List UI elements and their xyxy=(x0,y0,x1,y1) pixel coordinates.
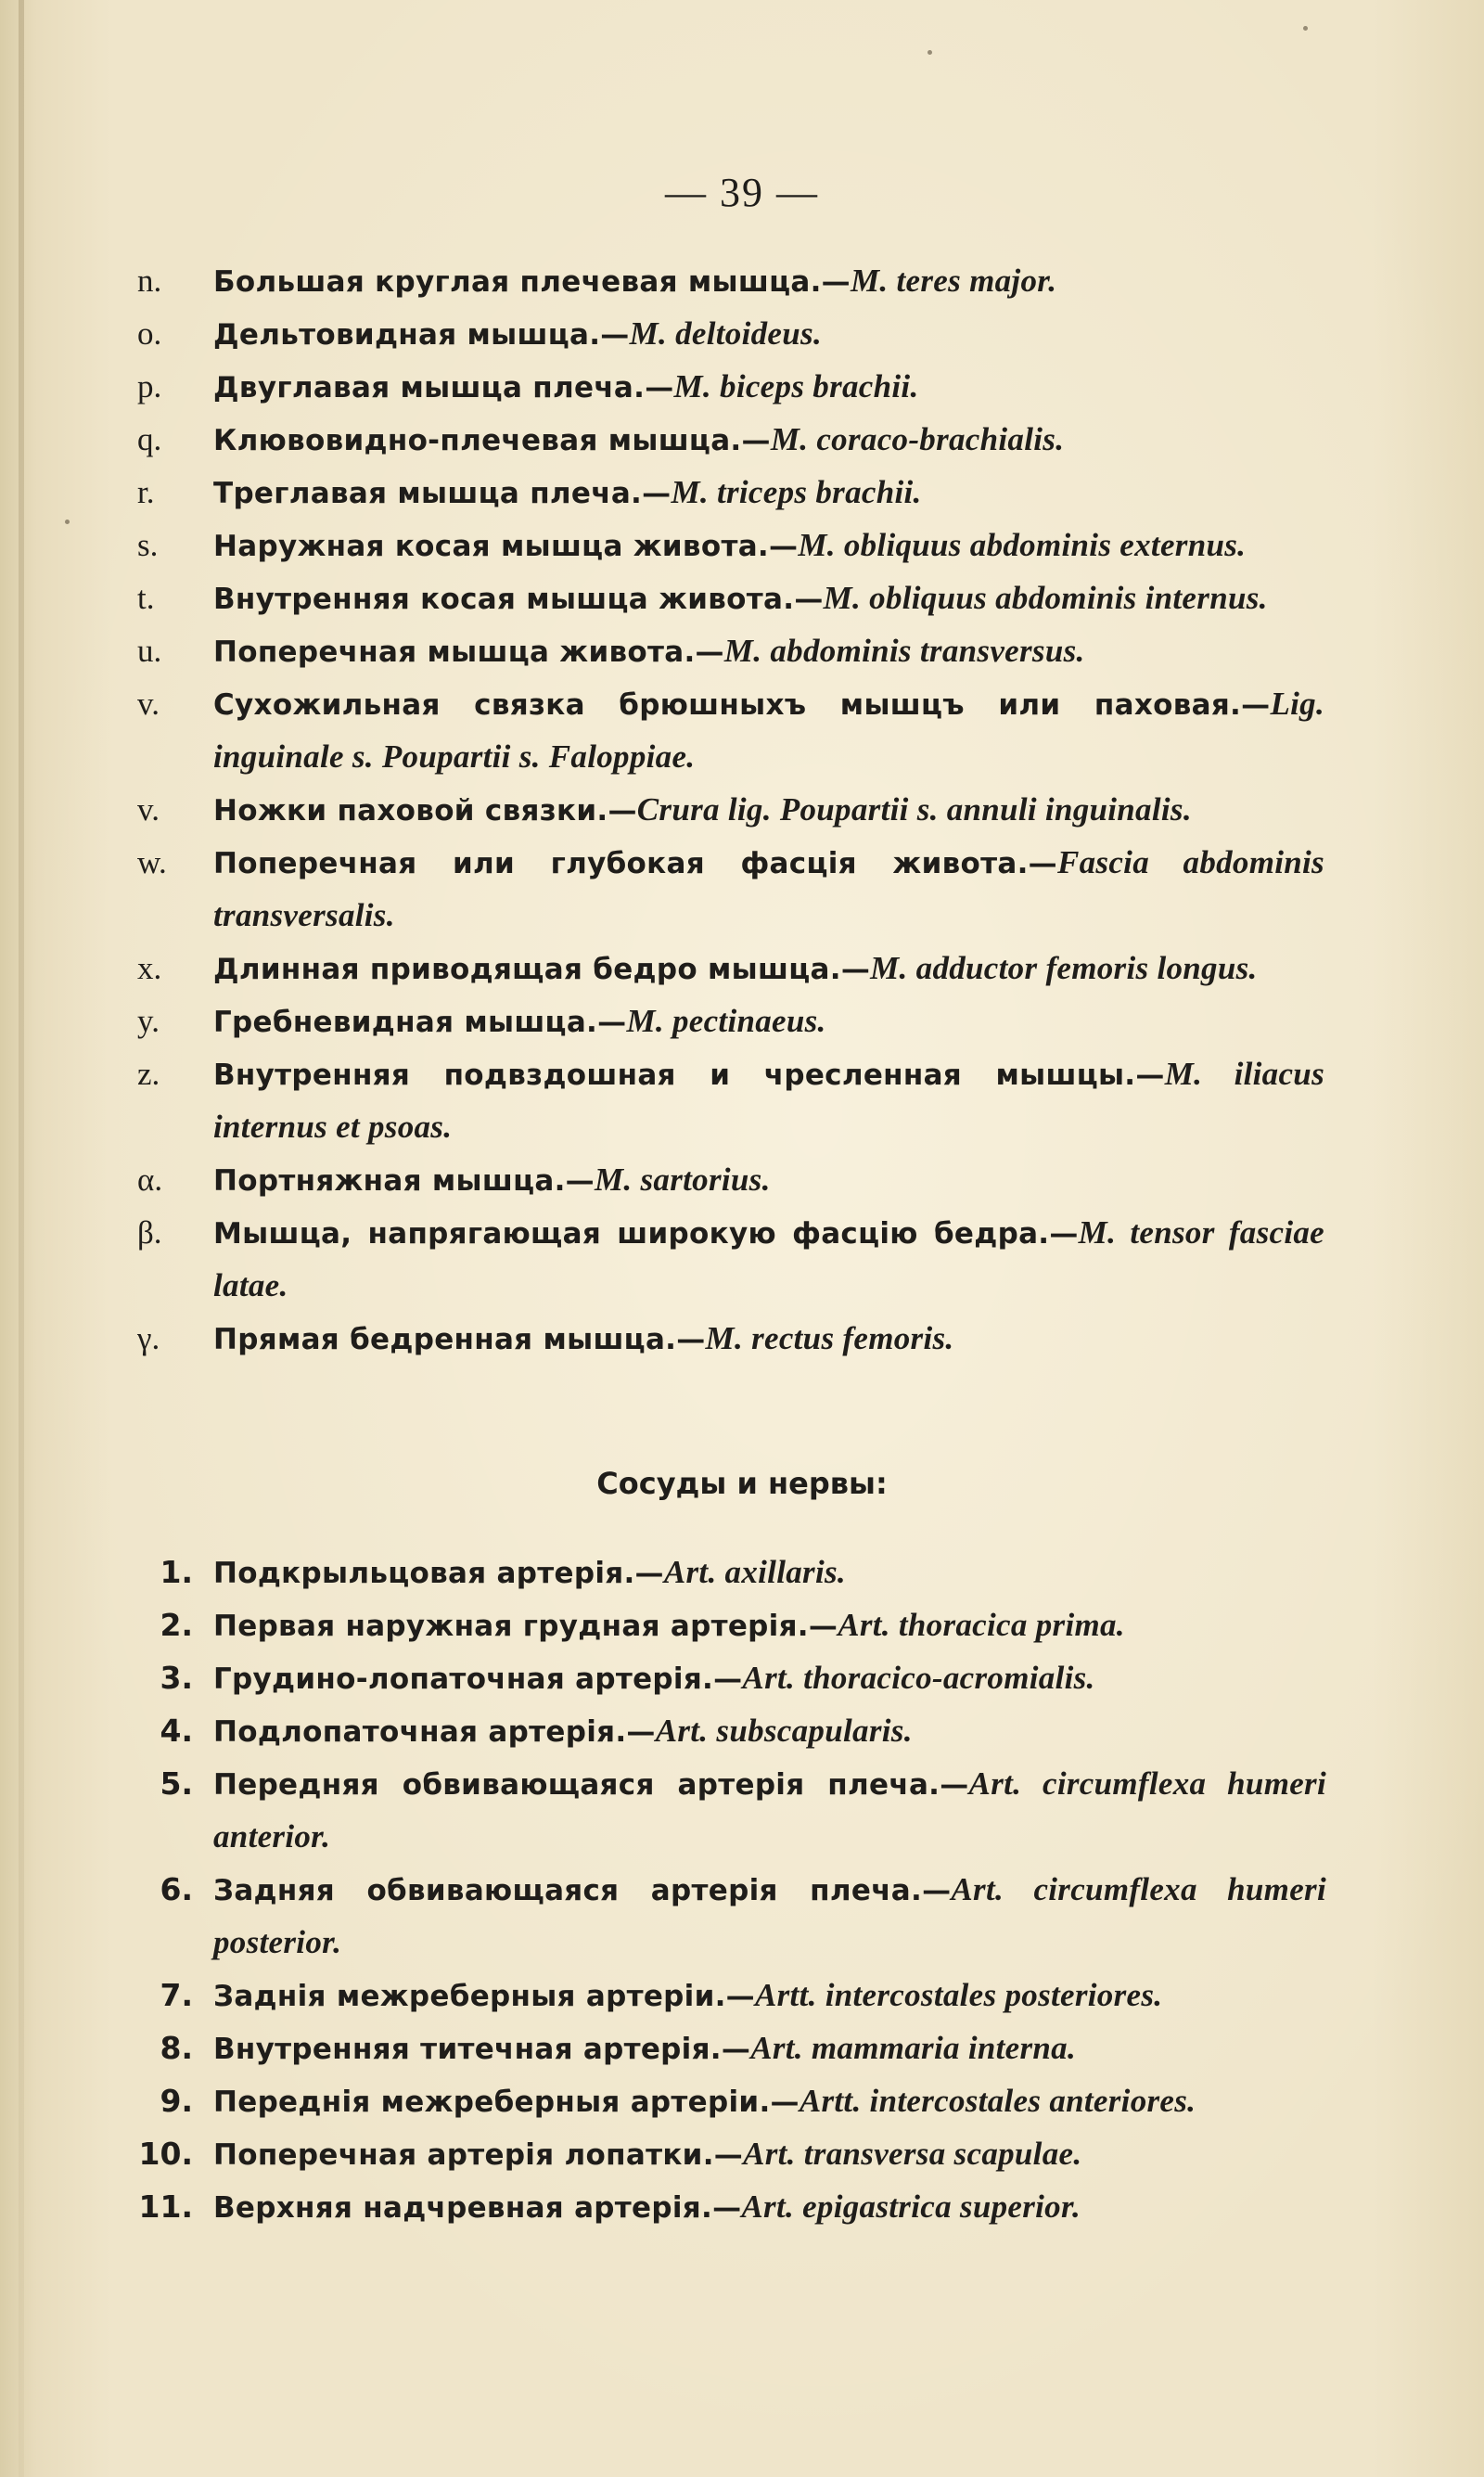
latin-term: Fascia abdominis transversalis. xyxy=(213,844,1324,933)
muscle-list xyxy=(137,255,1324,1366)
russian-term: Треглавая мышца плеча.— xyxy=(213,477,672,510)
vessel-entry xyxy=(111,1705,1326,1758)
entry-text xyxy=(213,520,1324,572)
vessel-entry xyxy=(111,2181,1326,2234)
russian-term: Клювовидно-плечевая мышца.— xyxy=(213,424,771,457)
entry-text xyxy=(213,625,1324,678)
paper-speck xyxy=(65,520,70,524)
latin-term: M. pectinaeus. xyxy=(626,1003,826,1039)
entry-text xyxy=(213,1547,1326,1599)
russian-term: Переднія межреберныя артеріи.— xyxy=(213,2086,800,2119)
russian-term: Верхняя надчревная артерія.— xyxy=(213,2191,742,2225)
vessel-entry xyxy=(111,1599,1326,1652)
russian-term: Грудино-лопаточная артерія.— xyxy=(213,1662,743,1696)
entry-marker: 7. xyxy=(160,1977,193,2013)
entry-text xyxy=(213,2128,1326,2181)
entry-marker: u. xyxy=(137,633,162,669)
muscle-entry xyxy=(137,308,1324,361)
entry-marker: p. xyxy=(137,368,162,404)
latin-term: M. obliquus abdominis externus. xyxy=(798,527,1247,563)
vessel-list xyxy=(111,1547,1326,2234)
entry-marker: z. xyxy=(137,1056,160,1092)
russian-term: Ножки паховой связки.— xyxy=(213,794,637,828)
vessel-entry xyxy=(111,1864,1326,1970)
muscle-entry xyxy=(137,1313,1324,1366)
entry-text xyxy=(213,467,1324,520)
entry-text xyxy=(213,2022,1326,2075)
latin-term: Art. mammaria interna. xyxy=(750,2030,1077,2066)
entry-marker: 5. xyxy=(160,1765,193,1802)
entry-text xyxy=(213,943,1324,995)
entry-text xyxy=(213,1154,1324,1207)
latin-term: M. tensor fasciae latae. xyxy=(213,1214,1324,1303)
entry-text xyxy=(213,361,1324,414)
entry-text xyxy=(213,1970,1326,2022)
muscle-entry xyxy=(137,1207,1324,1313)
latin-term: M. obliquus abdominis internus. xyxy=(823,580,1268,616)
entry-text xyxy=(213,255,1324,308)
russian-term: Двуглавая мышца плеча.— xyxy=(213,371,674,404)
entry-marker: α. xyxy=(137,1161,163,1198)
latin-term: M. iliacus internus et psoas. xyxy=(213,1056,1324,1145)
latin-term: M. teres major. xyxy=(850,263,1057,299)
muscle-entry xyxy=(137,837,1324,943)
entry-text xyxy=(213,1652,1326,1705)
entry-marker: t. xyxy=(137,580,155,616)
page-number: — 39 — xyxy=(665,170,819,215)
entry-text xyxy=(213,1864,1326,1970)
entry-marker: 4. xyxy=(160,1713,193,1749)
russian-term: Подлопаточная артерія.— xyxy=(213,1715,656,1749)
vessel-entry xyxy=(111,1652,1326,1705)
russian-term: Передняя обвивающаяся артерія плеча.— xyxy=(213,1768,969,1802)
latin-term: M. triceps brachii. xyxy=(671,474,922,510)
russian-term: Задняя обвивающаяся артерія плеча.— xyxy=(213,1874,952,1907)
entry-marker: 9. xyxy=(160,2083,193,2119)
muscle-entry xyxy=(137,1154,1324,1207)
latin-term: Art. thoracico-acromialis. xyxy=(742,1660,1095,1696)
russian-term: Внутренняя титечная артерія.— xyxy=(213,2033,751,2066)
russian-term: Длинная приводящая бедро мышца.— xyxy=(213,953,871,986)
entry-marker: 6. xyxy=(160,1871,193,1907)
vessel-entry xyxy=(111,2022,1326,2075)
entry-marker: w. xyxy=(137,844,167,880)
russian-term: Дельтовидная мышца.— xyxy=(213,318,630,352)
latin-term: Artt. intercostales posteriores. xyxy=(754,1977,1163,2013)
entry-marker: x. xyxy=(137,950,162,986)
russian-term: Наружная косая мышца живота.— xyxy=(213,530,799,563)
entry-marker: 2. xyxy=(160,1607,193,1643)
entry-text xyxy=(213,837,1324,943)
vessel-entry xyxy=(111,2128,1326,2181)
latin-term: M. biceps brachii. xyxy=(673,368,919,404)
latin-term: Art. axillaris. xyxy=(663,1554,846,1590)
muscle-entry xyxy=(137,467,1324,520)
muscle-entry xyxy=(137,572,1324,625)
entry-marker: v. xyxy=(137,791,160,828)
latin-term: Art. circumflexa humeri anterior. xyxy=(213,1765,1326,1855)
latin-term: M. deltoideus. xyxy=(629,315,822,352)
paper-speck xyxy=(1303,26,1308,31)
paper-speck xyxy=(928,50,932,55)
russian-term: Мышца, напрягающая широкую фасцію бедра.— xyxy=(213,1217,1079,1251)
muscle-entry xyxy=(137,995,1324,1048)
latin-term: M. adductor femoris longus. xyxy=(870,950,1258,986)
vessel-entry xyxy=(111,1547,1326,1599)
latin-term: Crura lig. Poupartii s. annuli inguinalis. xyxy=(636,791,1192,828)
binding-edge xyxy=(19,0,24,2477)
muscle-entry xyxy=(137,625,1324,678)
russian-term: Гребневидная мышца.— xyxy=(213,1006,627,1039)
entry-text xyxy=(213,1313,1324,1366)
vessel-entry xyxy=(111,1758,1326,1864)
entry-text xyxy=(213,1207,1324,1313)
entry-text xyxy=(213,1599,1326,1652)
russian-term: Портняжная мышца.— xyxy=(213,1164,595,1198)
russian-term: Большая круглая плечевая мышца.— xyxy=(213,265,851,299)
muscle-entry xyxy=(137,255,1324,308)
latin-term: Art. circumflexa humeri posterior. xyxy=(213,1871,1326,1960)
muscle-entry xyxy=(137,1048,1324,1154)
entry-marker: v. xyxy=(137,686,160,722)
entry-marker: 8. xyxy=(160,2030,193,2066)
latin-term: Art. transversa scapulae. xyxy=(743,2136,1082,2172)
muscle-entry xyxy=(137,361,1324,414)
entry-marker: n. xyxy=(137,263,162,299)
entry-marker: γ. xyxy=(137,1320,160,1356)
russian-term: Поперечная артерія лопатки.— xyxy=(213,2138,744,2172)
entry-marker: q. xyxy=(137,421,162,457)
russian-term: Заднія межреберныя артеріи.— xyxy=(213,1980,755,2013)
entry-text xyxy=(213,678,1324,784)
latin-term: M. coraco-brachialis. xyxy=(770,421,1065,457)
vessel-entry xyxy=(111,2075,1326,2128)
russian-term: Поперечная мышца живота.— xyxy=(213,635,724,669)
entry-marker: o. xyxy=(137,315,162,352)
section-heading: Сосуды и нервы: xyxy=(596,1466,888,1501)
entry-marker: 10. xyxy=(138,2136,193,2172)
entry-text xyxy=(213,1705,1326,1758)
entry-text xyxy=(213,1048,1324,1154)
latin-term: M. abdominis transversus. xyxy=(723,633,1085,669)
muscle-entry xyxy=(137,784,1324,837)
vessel-entry xyxy=(111,1970,1326,2022)
muscle-entry xyxy=(137,414,1324,467)
russian-term: Прямая бедренная мышца.— xyxy=(213,1323,706,1356)
latin-term: Artt. intercostales anteriores. xyxy=(799,2083,1196,2119)
entry-text xyxy=(213,2181,1326,2234)
muscle-entry xyxy=(137,943,1324,995)
entry-marker: s. xyxy=(137,527,159,563)
entry-text xyxy=(213,2075,1326,2128)
entry-marker: y. xyxy=(137,1003,160,1039)
entry-text xyxy=(213,414,1324,467)
russian-term: Первая наружная грудная артерія.— xyxy=(213,1610,838,1643)
latin-term: M. sartorius. xyxy=(594,1161,771,1198)
latin-term: Lig. inguinale s. Poupartii s. Faloppiae. xyxy=(213,686,1324,775)
latin-term: Art. thoracica prima. xyxy=(838,1607,1125,1643)
muscle-entry xyxy=(137,678,1324,784)
russian-term: Поперечная или глубокая фасція живота.— xyxy=(213,847,1057,880)
russian-term: Подкрыльцовая артерія.— xyxy=(213,1557,664,1590)
entry-text xyxy=(213,1758,1326,1864)
entry-text xyxy=(213,995,1324,1048)
russian-term: Сухожильная связка брюшныхъ мышцъ или паховая.— xyxy=(213,688,1271,722)
entry-marker: r. xyxy=(137,474,155,510)
latin-term: Art. epigastrica superior. xyxy=(741,2188,1081,2225)
latin-term: Art. subscapularis. xyxy=(655,1713,913,1749)
russian-term: Внутренняя подвздошная и чресленная мышцы.— xyxy=(213,1059,1165,1092)
entry-marker: 11. xyxy=(138,2188,193,2225)
latin-term: M. rectus femoris. xyxy=(705,1320,954,1356)
entry-marker: 1. xyxy=(160,1554,193,1590)
entry-marker: 3. xyxy=(160,1660,193,1696)
entry-text xyxy=(213,308,1324,361)
entry-text xyxy=(213,572,1324,625)
russian-term: Внутренняя косая мышца живота.— xyxy=(213,583,824,616)
entry-text xyxy=(213,784,1324,837)
muscle-entry xyxy=(137,520,1324,572)
entry-marker: β. xyxy=(137,1214,162,1251)
